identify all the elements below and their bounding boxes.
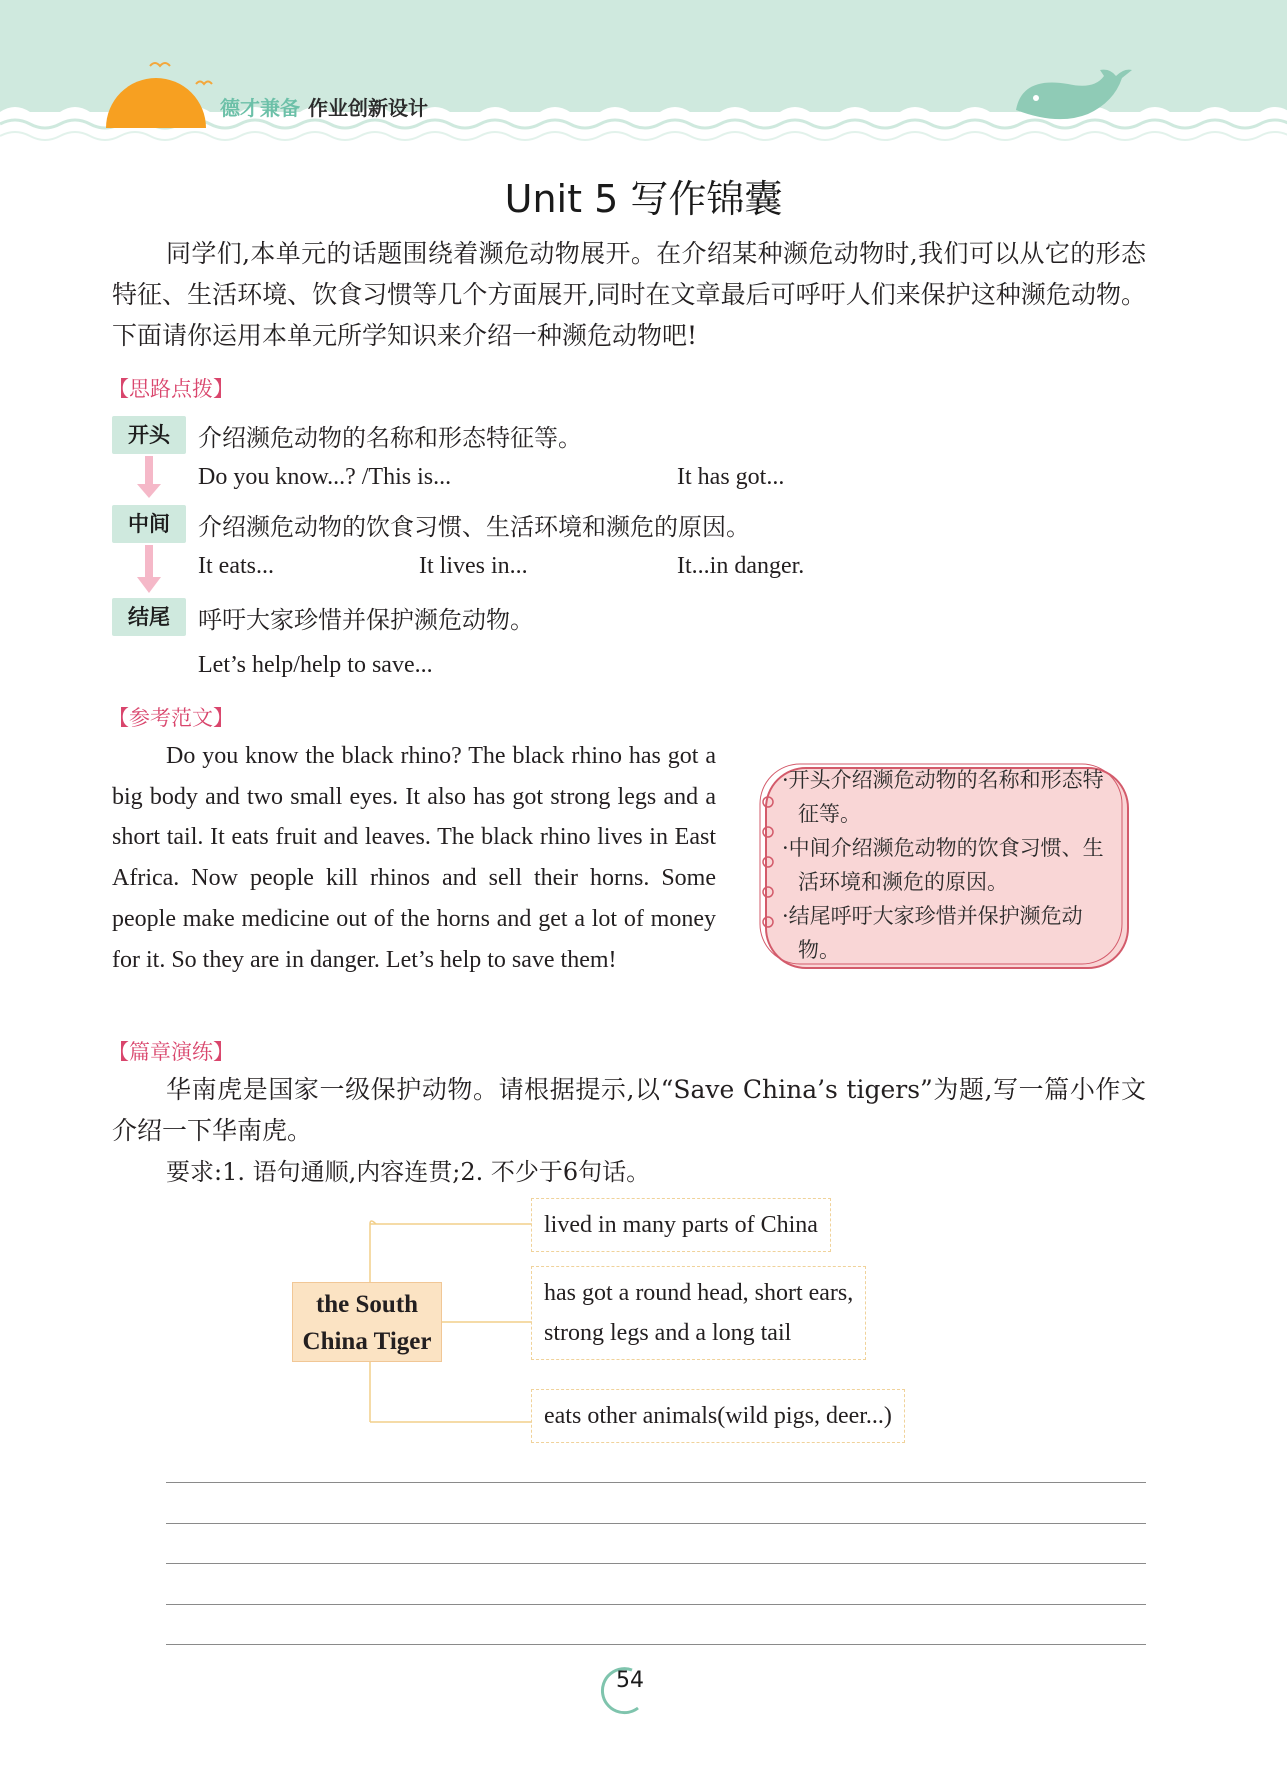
end-phrase-1: Let’s help/help to save... [198, 652, 433, 678]
notes-list [782, 763, 1112, 967]
page-header [0, 0, 1287, 150]
start-phrase-2: It has got... [677, 464, 785, 490]
mind-map-center [292, 1282, 442, 1362]
end-description: 呼吁大家珍惜并保护濒危动物。 [198, 606, 534, 634]
branch-text: strong legs and a long tail [544, 1320, 792, 1346]
branch-text: eats other animals(wild pigs, deer...) [544, 1403, 892, 1429]
middle-phrase-2: It lives in... [419, 553, 528, 579]
writing-line[interactable] [166, 1482, 1146, 1483]
middle-phrase-1: It eats... [198, 553, 274, 579]
arrow-down-icon [137, 456, 161, 498]
outline-heading: 【思路点拨】 [108, 377, 234, 401]
start-phrase-1: Do you know...? /This is... [198, 464, 452, 490]
branch-text: has got a round head, short ears, [544, 1280, 854, 1306]
note-item: ·结尾呼吁大家珍惜并保护濒危动物。 [782, 904, 1083, 962]
tag-start: 开头 [112, 416, 186, 454]
header-wave-background [0, 0, 1287, 150]
middle-description: 介绍濒危动物的饮食习惯、生活环境和濒危的原因。 [198, 513, 750, 541]
practice-prompt: 华南虎是国家一级保护动物。请根据提示,以“Save China’s tigers”为题,写一篇小作文介绍一下华南虎。 [112, 1075, 1146, 1145]
middle-phrase-3: It...in danger. [677, 553, 805, 579]
branch-text: lived in many parts of China [544, 1212, 818, 1238]
center-line-1: the South [315, 1291, 419, 1318]
page-title: Unit 5 写作锦囊 [504, 177, 783, 221]
brand-text: 作业创新设计 [308, 96, 428, 120]
note-item: ·开头介绍濒危动物的名称和形态特征等。 [782, 768, 1104, 826]
page-number: 54 [616, 1668, 644, 1693]
sample-heading: 【参考范文】 [108, 706, 234, 730]
tag-end: 结尾 [112, 598, 186, 636]
map-branch-habitat [531, 1198, 831, 1252]
writing-line[interactable] [166, 1604, 1146, 1605]
series-brand [220, 92, 428, 121]
start-description: 介绍濒危动物的名称和形态特征等。 [198, 424, 582, 452]
center-line-2: China Tiger [302, 1328, 432, 1355]
practice-heading: 【篇章演练】 [108, 1040, 234, 1064]
sample-essay: Do you know the black rhino? The black rhino has got a big body and two small eyes. It also has got strong legs and a short tail. It eats fruit and leaves. The black rhino lives in East Africa. Now people kill rhinos and sell their horns. Some people make medicine out of the horns and get a lot of money for it. So they are in danger. Let’s help to save them! [112, 743, 716, 973]
map-branch-diet [531, 1389, 905, 1443]
writing-line[interactable] [166, 1523, 1146, 1524]
writing-line[interactable] [166, 1563, 1146, 1564]
map-branch-appearance [531, 1266, 866, 1360]
brand-accent: 德才兼备 [220, 96, 300, 120]
tag-middle: 中间 [112, 505, 186, 543]
note-item: ·中间介绍濒危动物的饮食习惯、生活环境和濒危的原因。 [782, 836, 1104, 894]
intro-paragraph: 同学们,本单元的话题围绕着濒危动物展开。在介绍某种濒危动物时,我们可以从它的形态特征、生活环境、饮食习惯等几个方面展开,同时在文章最后可呼吁人们来保护这种濒危动物。下面请你运用本单元所学知识来介绍一种濒危动物吧! [112, 239, 1146, 350]
practice-requirements: 要求:1. 语句通顺,内容连贯;2. 不少于6句话。 [166, 1158, 651, 1186]
arrow-down-icon [137, 545, 161, 593]
writing-line[interactable] [166, 1644, 1146, 1645]
